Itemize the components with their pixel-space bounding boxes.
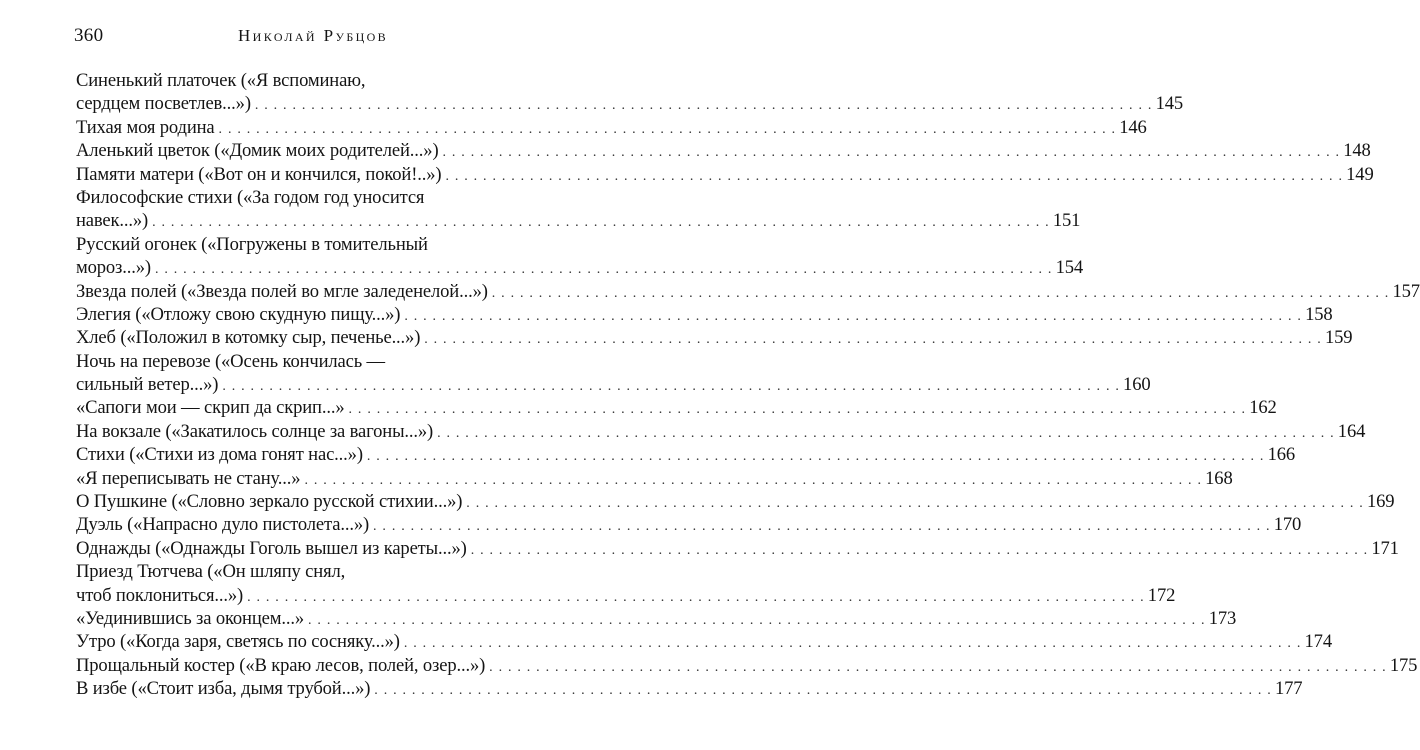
toc-entry-line [76, 420, 1366, 443]
toc-page-number: 166 [1267, 444, 1296, 466]
toc-entry [76, 186, 1081, 233]
toc-entry [76, 163, 1374, 186]
toc-entry [76, 396, 1277, 419]
toc-entry-line [76, 396, 1277, 419]
toc-page-number: 172 [1147, 584, 1176, 606]
toc-entry-line [76, 116, 1147, 139]
dot-leader [152, 211, 1050, 234]
dot-leader [155, 258, 1053, 281]
toc-entry [76, 630, 1332, 653]
toc-entry-line [76, 280, 1420, 303]
toc-entry-title: «Сапоги мои — скрип да скрип...» [76, 397, 345, 419]
toc-page-number: 173 [1208, 607, 1237, 629]
toc-page-number: 162 [1249, 397, 1277, 419]
toc-entry-title: Утро («Когда заря, светясь по сосняку...») [76, 631, 400, 653]
toc-entry-title: Дуэль («Напрасно дуло пистолета...») [76, 514, 370, 536]
toc-page-number: 169 [1367, 491, 1395, 513]
toc-entry-line [76, 537, 1399, 560]
toc-entry-line [76, 350, 519, 373]
dot-leader [222, 375, 1120, 398]
toc-entry [76, 677, 1303, 700]
toc-page-number: 168 [1205, 467, 1233, 489]
page-header [0, 0, 600, 60]
running-head-author: Николай Рубцов [238, 26, 389, 45]
toc-page-number: 148 [1343, 140, 1371, 162]
toc-entry [76, 116, 1147, 139]
toc-page-number: 157 [1392, 280, 1420, 302]
toc-entry [76, 537, 1399, 560]
dot-leader [404, 305, 1302, 328]
dot-leader [466, 492, 1364, 515]
toc-entry-line [76, 443, 1296, 466]
toc-entry-line [76, 490, 1395, 513]
toc-entry-line [76, 513, 1302, 536]
toc-entry [76, 560, 1176, 607]
toc-entry-line [76, 584, 1176, 607]
toc-entry-title: Приезд Тютчева («Он шляпу снял, [76, 561, 346, 583]
toc-entry-line [76, 139, 1371, 162]
toc-page-number: 160 [1123, 374, 1151, 396]
toc-page-number: 175 [1389, 654, 1418, 676]
dot-leader [492, 282, 1390, 305]
toc-entry-title: Тихая моя родина [76, 116, 215, 138]
toc-entry-title: Прощальный костер («В краю лесов, полей, озер...») [76, 654, 486, 676]
toc-page-number: 170 [1273, 514, 1302, 536]
toc-entry-title: Элегия («Отложу свою скудную пищу...») [76, 303, 401, 325]
dot-leader [374, 679, 1272, 702]
toc-page-number: 159 [1324, 327, 1353, 349]
toc-entry [76, 326, 1353, 349]
toc-entry-line [76, 373, 1151, 396]
toc-page-number: 151 [1052, 210, 1081, 232]
toc-entry-title: В избе («Стоит изба, дымя трубой...») [76, 678, 371, 700]
toc-entry [76, 467, 1233, 490]
toc-entry-title: О Пушкине («Словно зеркало русской стихии...») [76, 491, 463, 513]
toc-entry-line [76, 607, 1237, 630]
dot-leader [308, 609, 1206, 632]
dot-leader [247, 586, 1145, 609]
toc-entry-line [76, 69, 519, 92]
toc-entry-title: Стихи («Стихи из дома гонят нас...») [76, 444, 363, 466]
dot-leader [255, 94, 1153, 117]
toc-entry [76, 233, 1084, 280]
toc-entry-line [76, 326, 1353, 349]
toc-entry-title: «Уединившись за оконцем...» [76, 607, 305, 629]
toc-page-number: 146 [1119, 116, 1147, 138]
toc-entry-line [76, 233, 519, 256]
toc-entry-line [76, 256, 1084, 279]
toc-entry-title: «Я переписывать не стану...» [76, 467, 301, 489]
dot-leader [424, 328, 1322, 351]
toc-page-number: 154 [1055, 257, 1084, 279]
toc-entry-line [76, 186, 519, 209]
toc-page-number: 149 [1346, 163, 1374, 185]
toc-entry-title: Хлеб («Положил в котомку сыр, печенье...») [76, 327, 421, 349]
toc-entry-title: чтоб поклониться...») [76, 584, 244, 606]
toc-entry [76, 280, 1420, 303]
toc-entry-title: навек...») [76, 210, 149, 232]
toc-entry-title: Однажды («Однажды Гоголь вышел из кареты...») [76, 537, 467, 559]
toc-page-number: 177 [1275, 678, 1303, 700]
dot-leader [489, 656, 1387, 679]
toc-page-number: 174 [1304, 631, 1332, 653]
toc-entry-title: Синенький платочек («Я вспоминаю, [76, 70, 366, 91]
dot-leader [443, 141, 1341, 164]
toc-entry-title: сильный ветер...») [76, 374, 219, 396]
toc-entry-title: Аленький цветок («Домик моих родителей...») [76, 140, 439, 162]
toc-entry-title: Философские стихи («За годом год уносится [76, 186, 425, 208]
toc-entry [76, 443, 1296, 466]
toc-entry-line [76, 677, 1303, 700]
toc-entry [76, 69, 1184, 116]
toc-entry-line [76, 209, 1081, 232]
dot-leader [445, 165, 1343, 188]
toc-entry-line [76, 303, 1333, 326]
toc-entry-title: Русский огонек («Погружены в томительный [76, 233, 428, 255]
toc-entry-title: Ночь на перевозе («Осень кончилась — [76, 350, 385, 372]
toc-entry [76, 490, 1395, 513]
toc-entry [76, 420, 1366, 443]
toc-page-number: 164 [1337, 420, 1366, 442]
toc-entry-line [76, 92, 1184, 115]
toc-entry-line [76, 654, 1418, 677]
toc-entry-line [76, 467, 1233, 490]
toc-page-number: 145 [1155, 93, 1184, 115]
toc-page-number: 171 [1371, 537, 1399, 559]
dot-leader [404, 632, 1302, 655]
toc-entry [76, 139, 1371, 162]
toc-page-number: 158 [1305, 303, 1333, 325]
toc-entry [76, 513, 1302, 536]
dot-leader [437, 422, 1335, 445]
toc-entry [76, 350, 1151, 397]
dot-leader [304, 469, 1202, 492]
toc-entry-title: Звезда полей («Звезда полей во мгле заледенелой...») [76, 280, 488, 302]
toc-entry-title: Памяти матери («Вот он и кончился, покой!..») [76, 163, 442, 185]
page-number: 360 [74, 25, 104, 46]
toc-entry-title: мороз...») [76, 257, 151, 279]
toc-entry [76, 654, 1418, 677]
toc-entry [76, 303, 1333, 326]
toc-entry-title: сердцем посветлев...») [76, 93, 251, 115]
table-of-contents [76, 69, 1420, 701]
dot-leader [367, 445, 1265, 468]
dot-leader [349, 398, 1247, 421]
dot-leader [219, 118, 1117, 141]
toc-entry [76, 607, 1237, 630]
toc-entry-line [76, 163, 1374, 186]
dot-leader [471, 539, 1369, 562]
dot-leader [373, 515, 1271, 538]
toc-entry-line [76, 630, 1332, 653]
toc-entry-line [76, 560, 519, 583]
toc-entry-title: На вокзале («Закатилось солнце за вагоны...») [76, 420, 434, 442]
